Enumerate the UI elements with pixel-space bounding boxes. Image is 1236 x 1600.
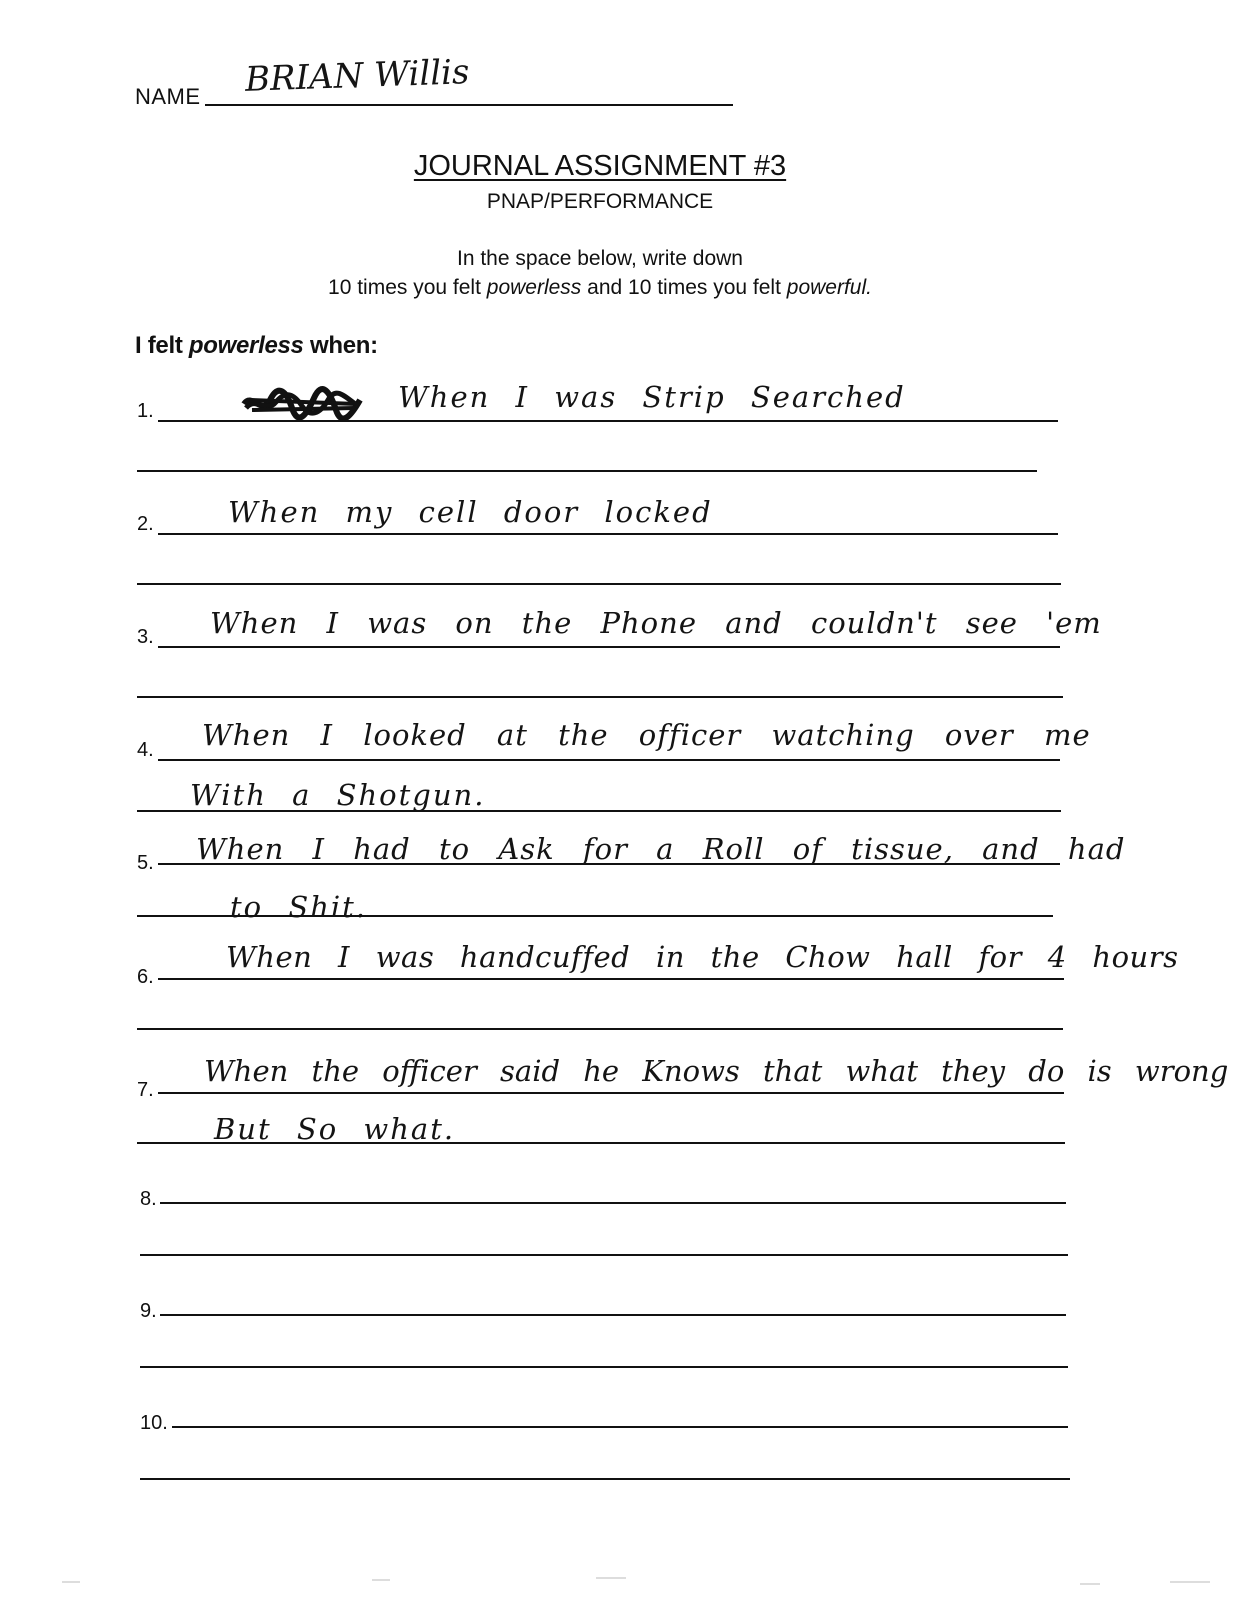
entry-number: 6. [137,966,154,988]
handwritten-answer: When I was handcuffed in the Chow hall for 4 hours [226,940,1179,974]
entry-number: 7. [137,1079,154,1101]
entry-continuation-line [140,1478,1070,1480]
handwritten-answer: When I looked at the officer watching over me [202,718,1091,752]
instructions-emphasis-powerless: powerless [486,276,582,299]
instructions-text: 10 times you felt [328,276,487,299]
instructions-line-1: In the space below, write down [456,247,743,270]
handwritten-answer-continued: But So what. [214,1112,456,1146]
entry-continuation-line [140,1254,1068,1256]
heading-text: I felt [135,332,189,359]
entry-number: 5. [137,852,154,874]
handwritten-answer: When the officer said he Knows that what they do is wrong [204,1054,1229,1088]
name-underline [205,104,733,106]
entry-line [158,533,1058,535]
entry-number: 3. [137,626,154,648]
entry-continuation-line [137,810,1061,812]
scribbled-out-word [240,386,364,420]
entry-continuation-line [137,696,1063,698]
handwritten-answer: When I was on the Phone and couldn't see 'em [210,606,1102,640]
handwritten-answer: When I had to Ask for a Roll of tissue, and had [196,832,1126,866]
handwritten-name: BRIAN Willis [244,52,471,100]
entry-continuation-line [140,1366,1068,1368]
heading-text: when: [303,332,378,359]
instructions-line-2 [0,273,1200,302]
entry-line [158,759,1060,761]
entry-number: 2. [137,513,154,535]
instructions-text: and 10 times you felt [581,276,787,299]
entry-line [160,1314,1066,1316]
entry-line [158,646,1060,648]
entry-continuation-line [137,1028,1063,1030]
entry-line [158,420,1058,422]
entry-line [160,1202,1066,1204]
entry-line [158,1092,1064,1094]
scan-artifacts [0,1570,1236,1600]
section-heading [135,332,378,360]
entry-continuation-line [137,583,1061,585]
entry-number: 10. [140,1412,168,1434]
entry-continuation-line [137,1142,1065,1144]
handwritten-answer-continued: With a Shotgun. [190,778,486,812]
handwritten-answer: When I was Strip Searched [398,380,906,414]
entry-continuation-line [137,915,1053,917]
entry-line [158,978,1064,980]
name-label: NAME [135,84,201,109]
entry-number: 8. [140,1188,157,1210]
entry-number: 9. [140,1300,157,1322]
instructions [0,244,1200,302]
entry-number: 1. [137,400,154,422]
heading-emphasis: powerless [188,332,304,359]
instructions-emphasis-powerful: powerful. [786,276,872,299]
entry-continuation-line [137,470,1037,472]
assignment-title: JOURNAL ASSIGNMENT #3 [413,150,787,182]
handwritten-answer: When my cell door locked [228,495,713,529]
entry-line [172,1426,1068,1428]
assignment-subtitle: PNAP/PERFORMANCE [486,190,714,213]
entry-number: 4. [137,739,154,761]
handwritten-answer-continued: to Shit. [230,890,368,924]
